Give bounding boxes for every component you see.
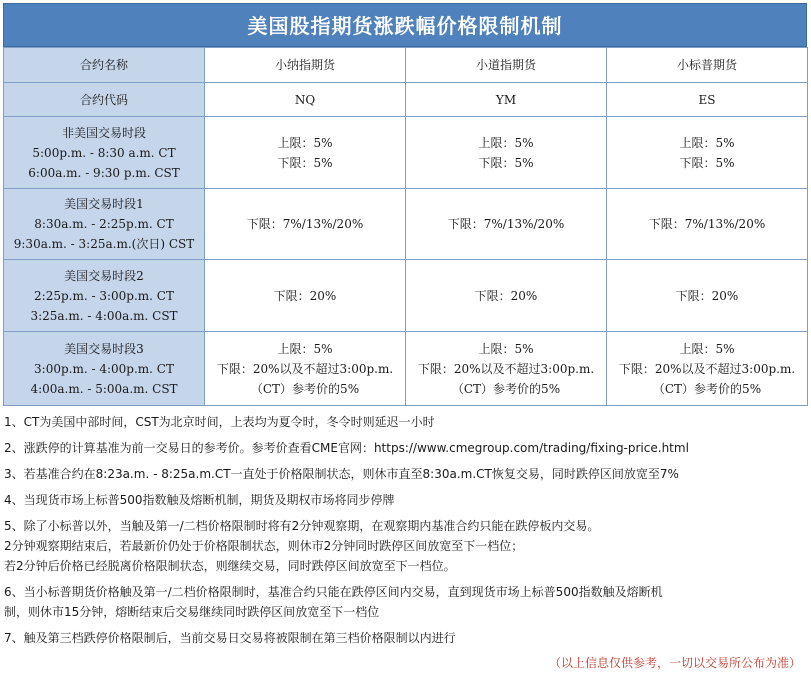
code-es: ES — [607, 83, 808, 117]
header-es: 小标普期货 — [607, 48, 808, 83]
table-row — [4, 189, 808, 260]
note-2: 2、涨跌停的计算基准为前一交易日的参考价。参考价查看CME官网：https://www.cmegroup.com/trading/fixing-price.html — [4, 441, 689, 455]
session-label: 美国交易时段1 8:30a.m. - 2:25p.m. CT 9:30a.m. - 3:25a.m.(次日) CST — [4, 189, 205, 260]
session-label: 非美国交易时段 5:00p.m. - 8:30 a.m. CT 6:00a.m. - 9:30 p.m. CST — [4, 117, 205, 189]
note-1: 1、CT为美国中部时间，CST为北京时间，上表均为夏令时，冬令时则延迟一小时 — [4, 415, 435, 429]
limit-cell-nq: 上限：5% 下限：5% — [205, 117, 406, 189]
header-contract-name: 合约名称 — [4, 48, 205, 83]
notes-section — [3, 412, 807, 648]
note-5-line-2: 2分钟观察期结束后，若最新价仍处于价格限制状态，则休市2分钟同时跌停区间放宽至下一档位； — [4, 539, 524, 553]
note-3: 3、若基准合约在8:23a.m. - 8:25a.m.CT一直处于价格限制状态，则休市直至8:30a.m.CT恢复交易，同时跌停区间放宽至7% — [4, 467, 679, 481]
limit-table-container — [3, 3, 807, 648]
note-6-line-2: 制，则休市15分钟，熔断结束后交易继续同时跌停区间放宽至下一档位 — [4, 605, 380, 619]
session-label: 美国交易时段3 3:00p.m. - 4:00p.m. CT 4:00a.m. - 5:00a.m. CST — [4, 332, 205, 406]
limit-cell-nq: 下限：7%/13%/20% — [205, 189, 406, 260]
limit-cell-ym: 上限：5% 下限：20%以及不超过3:00p.m. （CT）参考价的5% — [406, 332, 607, 406]
limit-cell-ym: 下限：20% — [406, 260, 607, 332]
code-ym: YM — [406, 83, 607, 117]
note-5-line-3: 若2分钟后价格已经脱离价格限制状态，则继续交易，同时跌停区间放宽至下一档位。 — [4, 559, 456, 573]
header-nq: 小纳指期货 — [205, 48, 406, 83]
note-4: 4、当现货市场上标普500指数触及熔断机制，期货及期权市场将同步停牌 — [4, 493, 395, 507]
table-row — [4, 332, 808, 406]
note-6: 6、当小标普期货价格触及第一/二档价格限制时，基准合约只能在跌停区间内交易，直到现货市场上标普500指数触及熔断机 — [4, 585, 663, 599]
header-ym: 小道指期货 — [406, 48, 607, 83]
price-limit-table — [3, 47, 808, 406]
session-label: 美国交易时段2 2:25p.m. - 3:00p.m. CT 3:25a.m. - 4:00a.m. CST — [4, 260, 205, 332]
limit-cell-es: 上限：5% 下限：20%以及不超过3:00p.m. （CT）参考价的5% — [607, 332, 808, 406]
limit-cell-ym: 下限：7%/13%/20% — [406, 189, 607, 260]
table-header-row — [4, 48, 808, 83]
limit-cell-es: 下限：7%/13%/20% — [607, 189, 808, 260]
note-5: 5、除了小标普以外，当触及第一/二档价格限制时将有2分钟观察期，在观察期内基准合约只能在跌停板内交易。 — [4, 519, 600, 533]
disclaimer-text: （以上信息仅供参考，一切以交易所公布为准） — [548, 656, 801, 670]
code-nq: NQ — [205, 83, 406, 117]
limit-cell-ym: 上限：5% 下限：5% — [406, 117, 607, 189]
contract-code-row — [4, 83, 808, 117]
limit-cell-es: 上限：5% 下限：5% — [607, 117, 808, 189]
note-7: 7、触及第三档跌停价格限制后，当前交易日交易将被限制在第三档价格限制以内进行 — [4, 631, 456, 645]
limit-cell-es: 下限：20% — [607, 260, 808, 332]
table-row — [4, 260, 808, 332]
contract-code-label: 合约代码 — [4, 83, 205, 117]
limit-cell-nq: 上限：5% 下限：20%以及不超过3:00p.m. （CT）参考价的5% — [205, 332, 406, 406]
limit-cell-nq: 下限：20% — [205, 260, 406, 332]
table-row — [4, 117, 808, 189]
page-title: 美国股指期货涨跌幅价格限制机制 — [3, 3, 807, 47]
